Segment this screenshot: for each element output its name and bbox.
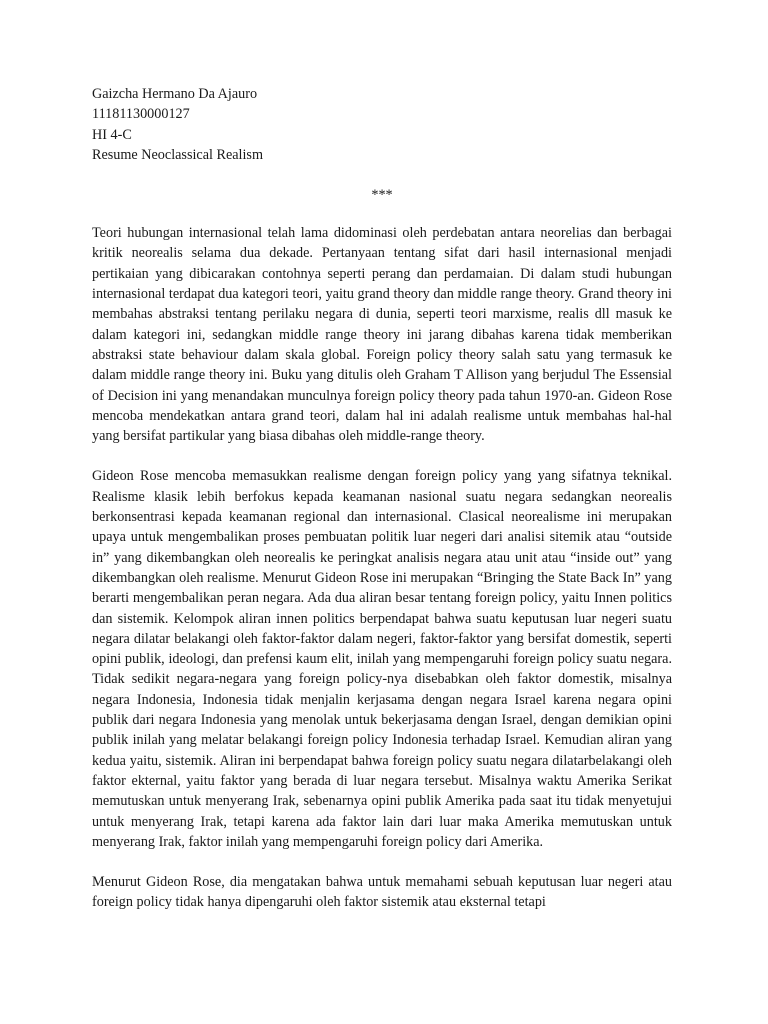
document-title: Resume Neoclassical Realism bbox=[92, 146, 263, 163]
document-body bbox=[92, 84, 672, 933]
paragraph-1: Teori hubungan internasional telah lama didominasi oleh perdebatan antara neorelias dan berbagai kritik neorealis selama dua dekade. Pertanyaan tentang sifat dari hasil internasional menjadi pertikaian yang dibicarakan contohnya seperti perang dan perdamaian. Di dalam studi hubungan internasional terdapat dua kategori teori, yaitu grand theory dan middle range theory. Grand theory ini membahas abstraksi tentang perilaku negara di dunia, seperti teori marxisme, realis dll masuk ke dalam kategori ini, sedangkan middle range theory ini jarang dibahas karena tidak memberikan abstraksi state behaviour dalam skala global. Foreign policy theory salah satu yang termasuk ke dalam middle range theory ini. Buku yang ditulis oleh Graham T Allison yang berjudul The Essensial of Decision ini yang menandakan munculnya foreign policy theory pada tahun 1970-an. Gideon Rose mencoba mendekatkan antara grand teori, dalam hal ini adalah realisme untuk membahas hal-hal yang bersifat partikular yang biasa dibahas oleh middle-range theory. bbox=[92, 225, 672, 445]
section-separator: *** bbox=[371, 187, 393, 204]
class-label: HI 4-C bbox=[92, 126, 132, 143]
author-name: Gaizcha Hermano Da Ajauro bbox=[92, 86, 258, 102]
paragraph-2: Gideon Rose mencoba memasukkan realisme dengan foreign policy yang yang sifatnya teknikal. Realisme klasik lebih berfokus kepada keamanan nasional suatu negara sedangkan neorealis berkonsentrasi kepada keamanan regional dan internasional. Clasical neorealisme ini merupakan upaya untuk mengembalikan proses pembuatan politik luar negeri dari analisi sitemik atau “outside in” yang dikembangkan oleh neorealis ke peringkat analisis negara atau unit atau “inside out” yang dikembangkan oleh realisme. Menurut Gideon Rose ini merupakan “Bringing the State Back In” yang berarti mengembalikan peran negara. Ada dua aliran besar tentang foreign policy, yaitu Innen politics dan sistemik. Kelompok aliran innen politics berpendapat bahwa suatu keputusan luar negeri suatu negara dilatar belakangi oleh faktor-faktor dalam negeri, faktor-faktor yang bersifat domestik, seperti opini publik, ideologi, dan prefensi kaum elit, inilah yang mempengaruhi foreign policy suatu negara. Tidak sedikit negara-negara yang foreign policy-nya disebabkan oleh faktor domestik, misalnya negara Indonesia, Indonesia tidak menjalin kerjasama dengan negara Israel karena negara opini publik dari negara Indonesia yang menolak untuk bekerjasama dengan Israel, dengan demikian opini publik inilah yang melatar belakangi foreign policy Indonesia terhadap Israel. Kemudian aliran yang kedua yaitu, sistemik. Aliran ini berpendapat bahwa foreign policy suatu negara dilatarbelakangi oleh faktor ekternal, yaitu faktor yang berada di luar negara tersebut. Misalnya waktu Amerika Serikat memutuskan untuk menyerang Irak, sebenarnya opini publik Amerika pada saat itu tidak menyetujui untuk menyerang Irak, tetapi karena ada faktor lain dari luar maka Amerika memutuskan untuk menyerang Irak, faktor inilah yang mempengaruhi foreign policy dari Amerika. bbox=[92, 468, 672, 850]
student-id: 11181130000127 bbox=[92, 106, 190, 123]
paragraph-3: Menurut Gideon Rose, dia mengatakan bahwa untuk memahami sebuah keputusan luar negeri atau foreign policy tidak hanya dipengaruhi oleh faktor sistemik atau eksternal tetapi bbox=[92, 874, 672, 911]
